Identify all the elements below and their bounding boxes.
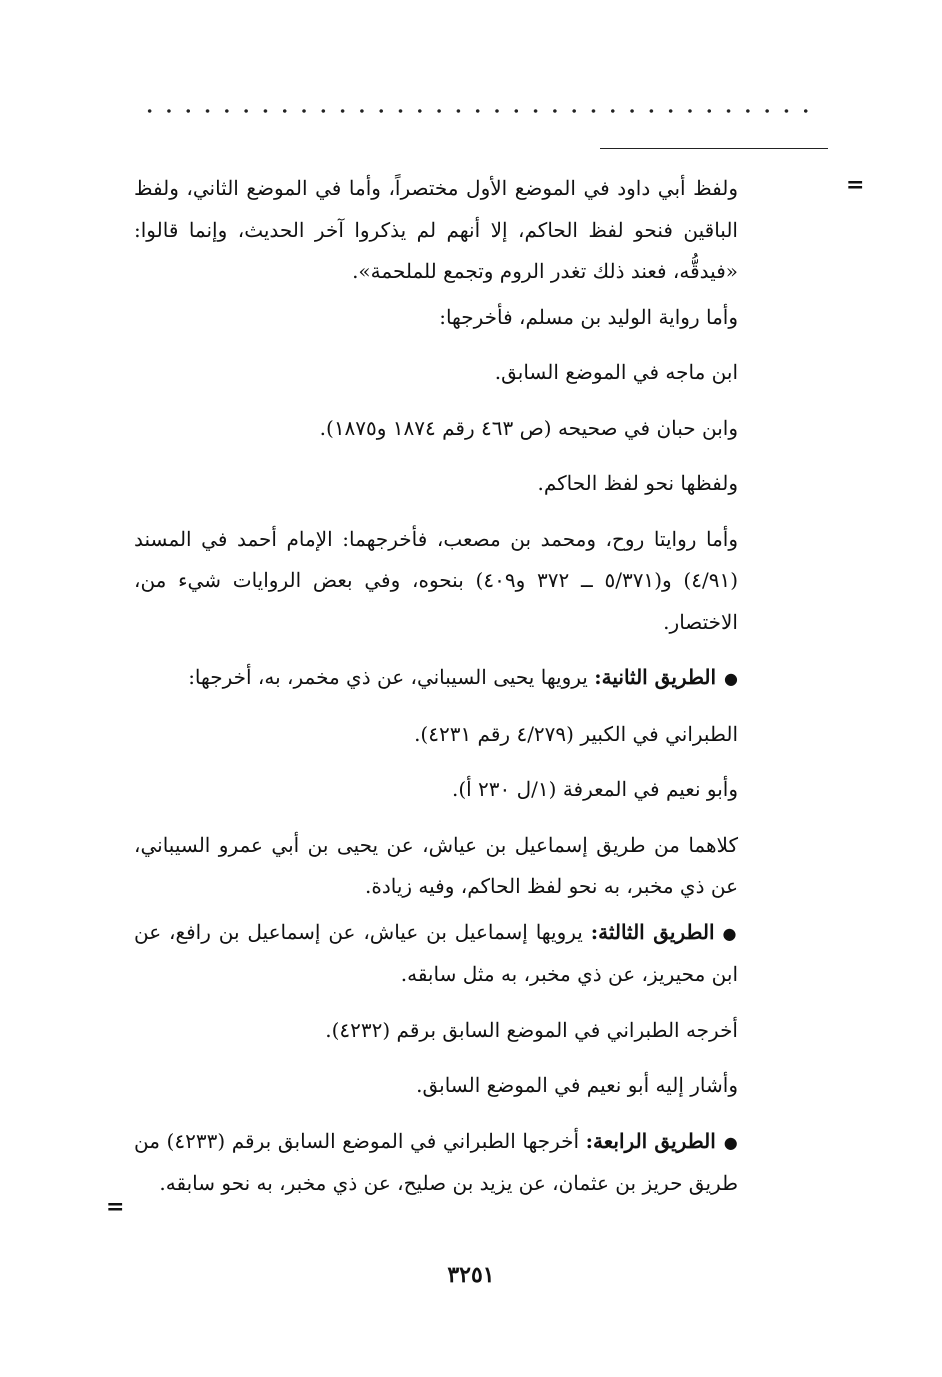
page-body (134, 168, 738, 1209)
bullet-icon: ● (722, 923, 738, 943)
paragraph: ولفظها نحو لفظ الحاكم. (537, 471, 738, 495)
section-label: الطريق الثالثة: (590, 919, 715, 944)
paragraph: كلاهما من طريق إسماعيل بن عياش، عن يحيى بن أبي عمرو السيباني، عن ذي مخبر، به نحو لفظ الحاكم، وفيه زيادة. (134, 832, 738, 898)
paragraph: ابن ماجه في الموضع السابق. (494, 360, 738, 384)
paragraph: ولفظ أبي داود في الموضع الأول مختصراً، وأما في الموضع الثاني، ولفظ الباقين فنحو لفظ الحاكم، إلا أنهم لم يذكروا آخر الحديث، وإنما قالوا: «فيدقُّه، فعند ذلك تغدر الروم وتجمع للملحمة». (134, 176, 738, 283)
footnote-rule (600, 148, 828, 149)
paragraph: أخرجه الطبراني في الموضع السابق برقم (٤٢٣٢). (325, 1017, 738, 1042)
paragraph: الطبراني في الكبير (٤/٢٧٩ رقم ٤٢٣١). (414, 721, 738, 746)
list-item (134, 912, 738, 996)
page-number: ٣٢٥١ (447, 1262, 495, 1288)
section-label: الطريق الثانية: (594, 665, 717, 689)
section-label: الطريق الرابعة: (585, 1128, 716, 1153)
bullet-icon: ● (723, 1132, 738, 1152)
bullet-icon: ● (724, 669, 738, 688)
paragraph-text: أخرجها الطبراني في الموضع السابق برقم (٤٢٣٣) من طريق حريز بن عثمان، عن يزيد بن صليح، عن ذي مخبر، به نحو سابقه. (134, 1128, 738, 1195)
paragraph: وأشار إليه أبو نعيم في الموضع السابق. (416, 1073, 738, 1097)
paragraph: وأما روايتا روح، ومحمد بن مصعب، فأخرجهما: الإمام أحمد في المسند (٤/٩١) و(٥/٣٧١ ــ ٣٧٢ و٤٠٩) بنحوه، وفي بعض الروايات شيء من، الاختصار. (134, 526, 738, 634)
continuation-mark-bottom: = (106, 1194, 125, 1220)
continuation-mark-top: = (846, 172, 865, 198)
paragraph: وأبو نعيم في المعرفة (١/ل ٢٣٠ أ). (451, 777, 738, 801)
paragraph: وأما رواية الوليد بن مسلم، فأخرجها: (439, 304, 738, 329)
list-item (134, 657, 738, 700)
paragraph: وابن حبان في صحيحه (ص ٤٦٣ رقم ١٨٧٤ و١٨٧٥). (319, 415, 738, 440)
paragraph-text: يرويها يحيى السيباني، عن ذي مخمر، به، أخرجها: (188, 665, 588, 689)
list-item (134, 1121, 738, 1205)
dotted-separator (140, 108, 820, 114)
paragraph-text: يرويها إسماعيل بن عياش، عن إسماعيل بن رافع، عن ابن محيريز، عن ذي مخبر، به مثل سابقه. (134, 919, 738, 986)
